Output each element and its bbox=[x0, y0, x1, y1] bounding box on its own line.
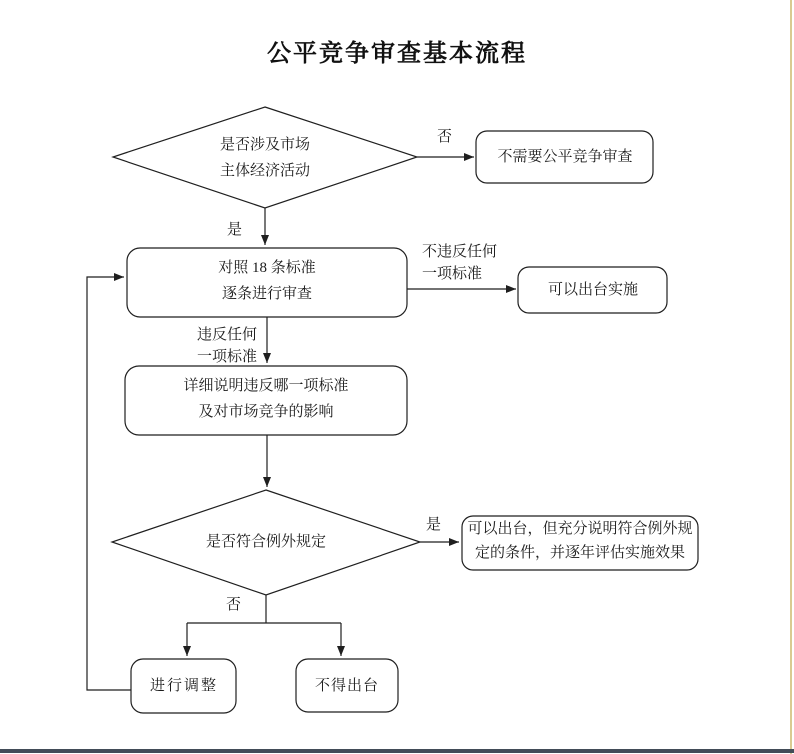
do-not-issue-text: 不得出台 bbox=[314, 678, 380, 694]
review-standards-line1: 对照 18 条标准 bbox=[218, 260, 316, 276]
no-review-needed-text: 不需要公平竞争审查 bbox=[497, 149, 633, 165]
page-edge-line bbox=[790, 0, 792, 754]
edge-label-no-violation bbox=[422, 241, 497, 285]
edge-label-no-exception: 否 bbox=[226, 597, 242, 613]
edge-label-no-violation-line2: 一项标准 bbox=[422, 266, 483, 282]
edge-feedback-adjust-to-review bbox=[87, 277, 131, 690]
edge-label-violation bbox=[186, 324, 268, 368]
decision-market-line2: 主体经济活动 bbox=[219, 163, 311, 179]
issue-with-conditions-line2: 定的条件，并逐年评估实施效果 bbox=[474, 545, 686, 561]
explain-violation-line2: 及对市场竞争的影响 bbox=[198, 404, 334, 420]
edge-label-yes-exception: 是 bbox=[426, 517, 442, 533]
edge-label-violation-line1: 违反任何 bbox=[196, 327, 257, 343]
edge-label-no-violation-line1: 不违反任何 bbox=[422, 244, 498, 260]
bottom-table-edge bbox=[0, 749, 794, 753]
review-standards-line2: 逐条进行审查 bbox=[221, 286, 313, 302]
decision-market-line1: 是否涉及市场 bbox=[219, 137, 311, 153]
page-title: 公平竞争审查基本流程 bbox=[267, 40, 527, 67]
can-implement-text: 可以出台实施 bbox=[547, 282, 639, 298]
edge-label-no-top: 否 bbox=[437, 129, 453, 145]
issue-with-conditions-line1: 可以出台，但充分说明符合例外规 bbox=[467, 521, 693, 537]
adjust-text: 进行调整 bbox=[149, 678, 219, 694]
decision-exception-text: 是否符合例外规定 bbox=[205, 534, 327, 550]
review-standards-text bbox=[218, 255, 316, 307]
issue-with-conditions-text bbox=[467, 517, 692, 565]
decision-market-text bbox=[220, 132, 310, 184]
explain-violation-text bbox=[183, 373, 348, 425]
explain-violation-line1: 详细说明违反哪一项标准 bbox=[183, 378, 349, 394]
edge-label-violation-line2: 一项标准 bbox=[196, 349, 257, 365]
edge-label-yes-top: 是 bbox=[227, 222, 243, 238]
